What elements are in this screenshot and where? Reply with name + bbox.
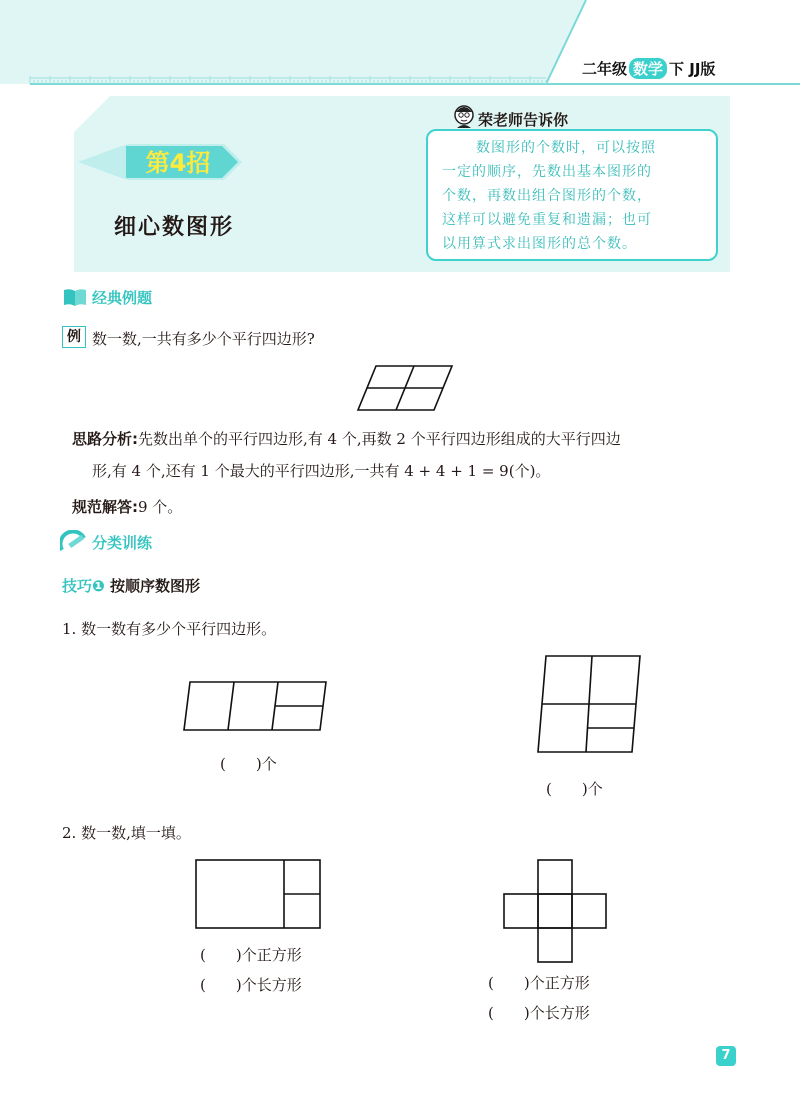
q1-answer-right[interactable]: ( )个 — [546, 780, 603, 798]
q2-figure-left — [194, 858, 322, 930]
analysis-label: 思路分析: — [72, 430, 138, 448]
analysis-line: 形,有 4 个,还有 1 个最大的平行四边形,一共有 4 + 4 + 1 = 9(个)。 — [92, 462, 551, 480]
lesson-tag: 第4招 — [145, 149, 211, 177]
q1-answer-left[interactable]: ( )个 — [220, 755, 277, 773]
tip-line: 以用算式求出图形的总个数。 — [442, 236, 637, 252]
question-1: 1. 数一数有多少个平行四边形。 — [62, 620, 277, 638]
answer-label: 规范解答: — [72, 498, 138, 516]
q2-left-rect-blank[interactable]: ( )个长方形 — [200, 976, 302, 994]
q1-figure-right — [536, 654, 642, 754]
teacher-avatar-icon — [452, 104, 476, 130]
q2-right-rect-blank[interactable]: ( )个长方形 — [488, 1004, 590, 1022]
q2-left-square-blank[interactable]: ( )个正方形 — [200, 946, 302, 964]
book-icon — [62, 287, 88, 307]
tip-line: 数图形的个数时，可以按照 — [476, 140, 656, 156]
answer-value: 9 个。 — [138, 498, 183, 516]
example-parallelogram-figure — [356, 364, 456, 412]
example-section-title: 经典例题 — [92, 289, 153, 307]
pencil-ruler-icon — [60, 530, 88, 552]
tip-line: 这样可以避免重复和遗漏；也可 — [442, 212, 652, 228]
analysis-line: 先数出单个的平行四边形,有 4 个,再数 2 个平行四边形组成的大平行四边 — [138, 430, 621, 448]
page-number: 7 — [716, 1046, 736, 1066]
subject-badge: 数学 — [629, 58, 667, 79]
q2-right-square-blank[interactable]: ( )个正方形 — [488, 974, 590, 992]
q2-figure-right-cross — [502, 858, 608, 964]
q1-figure-left — [182, 680, 328, 732]
lesson-title: 细心数图形 — [114, 215, 235, 240]
grade-label: 二年级 数学 下 JJ版 — [582, 60, 716, 78]
example-question: 数一数,一共有多少个平行四边形? — [92, 330, 315, 348]
training-section-title: 分类训练 — [92, 534, 153, 552]
tip-line: 个数，再数出组合图形的个数， — [442, 188, 652, 204]
question-2: 2. 数一数,填一填。 — [62, 824, 191, 842]
example-tag: 例 — [62, 326, 86, 348]
tip-line: 一定的顺序，先数出基本图形的 — [442, 164, 652, 180]
technique-heading: 技巧❶ 按顺序数图形 — [62, 577, 200, 595]
teacher-title: 荣老师告诉你 — [478, 111, 569, 129]
lesson-tag-arrow — [74, 96, 254, 206]
